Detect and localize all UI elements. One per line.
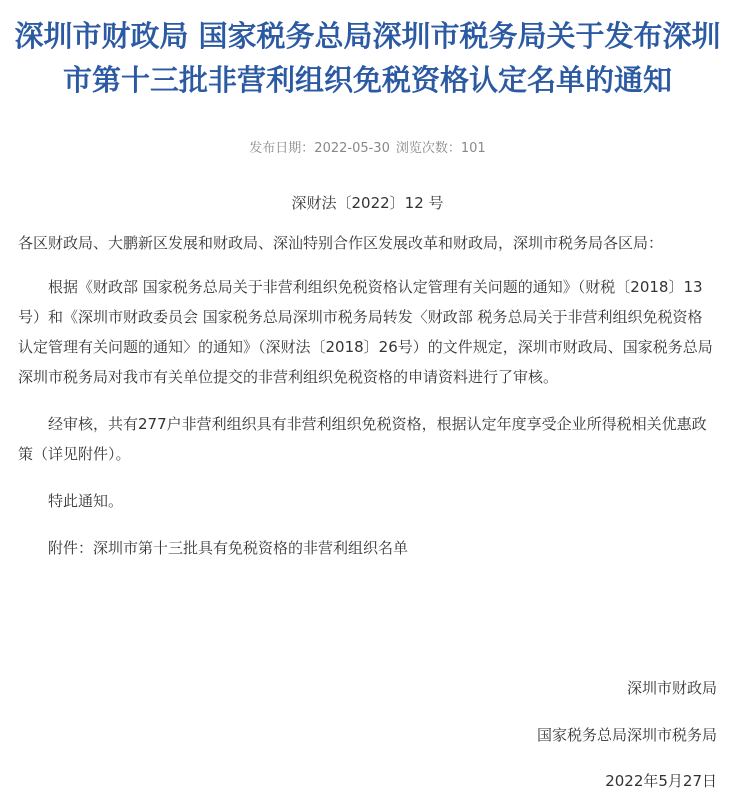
body-paragraph: 根据《财政部 国家税务总局关于非营利组织免税资格认定管理有关问题的通知》（财税〔2018〕13号）和《深圳市财政委员会 国家税务总局深圳市税务局转发〈财政部 税务总局关于非营利组织免税资格认定管理有关问题的通知〉的通知》（深财法〔2018〕26号）的文件规定，深圳市财政局、国家税务总局深圳市税务局对我市有关单位提交的非营利组织免税资格的申请资料进行了审核。 bbox=[18, 278, 713, 386]
signature-issuer-finance-bureau: 深圳市财政局 bbox=[626, 679, 717, 697]
closing-line: 特此通知。 bbox=[48, 492, 124, 510]
view-count-label: 浏览次数： bbox=[395, 141, 461, 156]
signature-date: 2022年5月27日 bbox=[605, 772, 717, 790]
view-count: 101 bbox=[460, 141, 486, 156]
article-body bbox=[0, 228, 735, 563]
signature-issuer-tax-bureau: 国家税务总局深圳市税务局 bbox=[536, 726, 717, 744]
attachment-line: 附件：深圳市第十三批具有免税资格的非营利组织名单 bbox=[48, 539, 409, 557]
document-number: 深财法〔2022〕12 号 bbox=[291, 194, 444, 212]
addressee-line: 各区财政局、大鹏新区发展和财政局、深汕特别合作区发展改革和财政局，深圳市税务局各区局： bbox=[18, 234, 664, 252]
body-paragraph: 经审核，共有277户非营利组织具有非营利组织免税资格，根据认定年度享受企业所得税相关优惠政策（详见附件）。 bbox=[18, 415, 707, 463]
publish-date-label: 发布日期： bbox=[249, 141, 315, 156]
publish-date: 2022-05-30 bbox=[314, 141, 390, 156]
page-title: 深圳市财政局 国家税务总局深圳市税务局关于发布深圳市第十三批非营利组织免税资格认定名单的通知 bbox=[14, 19, 721, 97]
article-meta bbox=[0, 140, 735, 158]
